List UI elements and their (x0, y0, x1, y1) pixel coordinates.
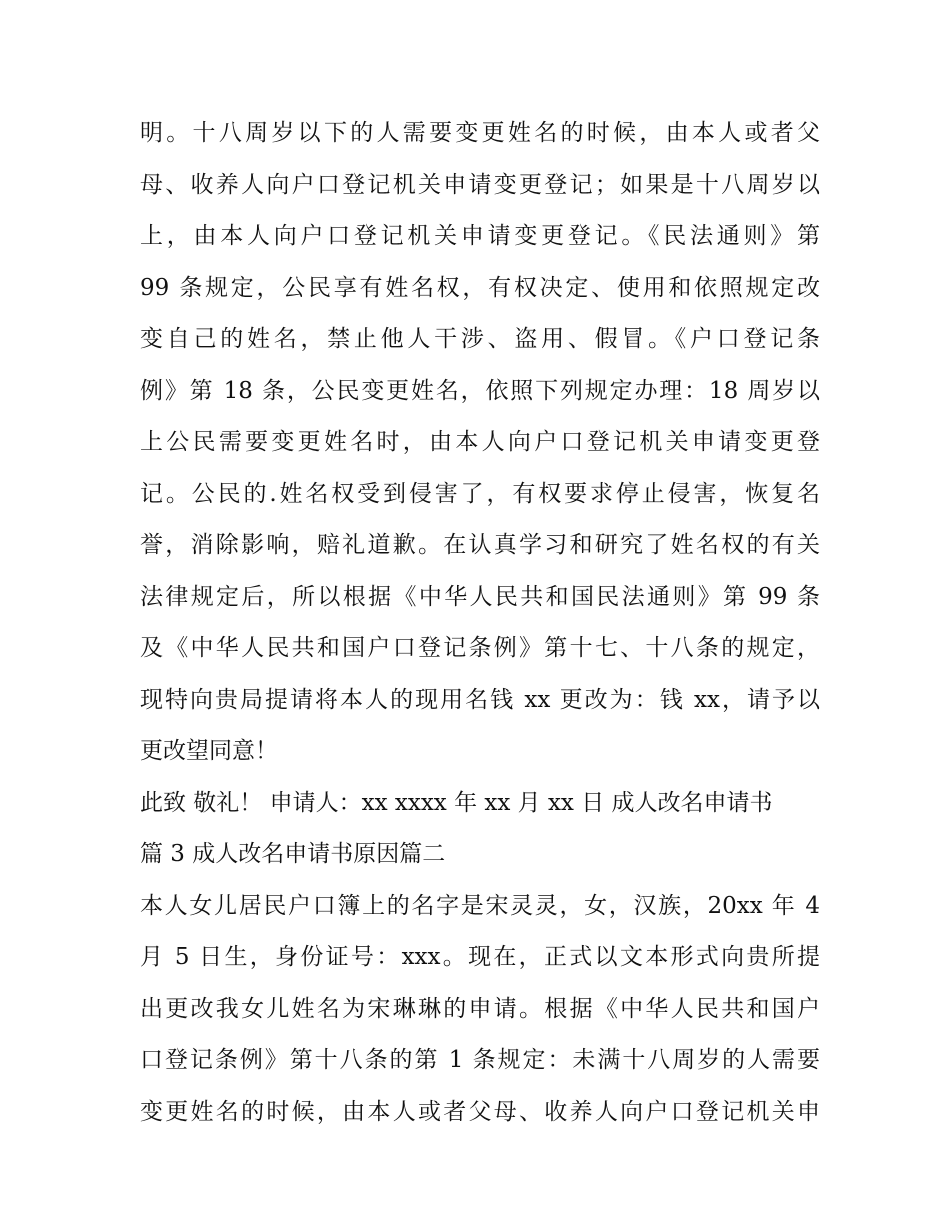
text-line: 篇 3 成人改名申请书原因篇二 (140, 841, 446, 867)
text-line: 例》第 18 条，公民变更姓名，依照下列规定办理：18 周岁以 (140, 377, 820, 404)
text-line: 99 条规定，公民享有姓名权，有权决定、使用和依照规定改 (140, 274, 820, 301)
text-line: 本人女儿居民户口簿上的名字是宋灵灵，女，汉族，20xx 年 4 (140, 892, 820, 919)
text-line: 出更改我女儿姓名为宋琳琳的申请。根据《中华人民共和国户 (140, 995, 820, 1022)
text-line: 母、收养人向户口登记机关申请变更登记；如果是十八周岁以 (140, 171, 820, 198)
body-text (140, 108, 820, 1138)
text-line: 变自己的姓名，禁止他人干涉、盗用、假冒。《户口登记条 (140, 326, 820, 352)
text-line: 月 5 日生，身份证号：xxx。现在，正式以文本形式向贵所提 (140, 944, 820, 970)
text-line: 此致 敬礼！ 申请人：xx xxxx 年 xx 月 xx 日 成人改名申请书 (140, 789, 773, 816)
text-line: 法律规定后，所以根据《中华人民共和国民法通则》第 99 条 (140, 583, 820, 610)
text-line: 现特向贵局提请将本人的现用名钱 xx 更改为：钱 xx，请予以 (140, 686, 820, 713)
text-line: 更改望同意！ (140, 738, 278, 764)
text-line: 誉，消除影响，赔礼道歉。在认真学习和研究了姓名权的有关 (140, 532, 820, 558)
text-line: 明。十八周岁以下的人需要变更姓名的时候，由本人或者父 (140, 120, 820, 146)
text-line: 变更姓名的时候，由本人或者父母、收养人向户口登记机关申 (140, 1098, 820, 1125)
text-line: 上，由本人向户口登记机关申请变更登记。《民法通则》第 (140, 223, 820, 249)
text-line: 及《中华人民共和国户口登记条例》第十七、十八条的规定， (140, 635, 820, 661)
text-line: 口登记条例》第十八条的第 1 条规定：未满十八周岁的人需要 (140, 1047, 820, 1073)
text-line: 上公民需要变更姓名时，由本人向户口登记机关申请变更登 (140, 429, 820, 455)
text-line: 记。公民的.姓名权受到侵害了，有权要求停止侵害，恢复名 (140, 480, 820, 507)
